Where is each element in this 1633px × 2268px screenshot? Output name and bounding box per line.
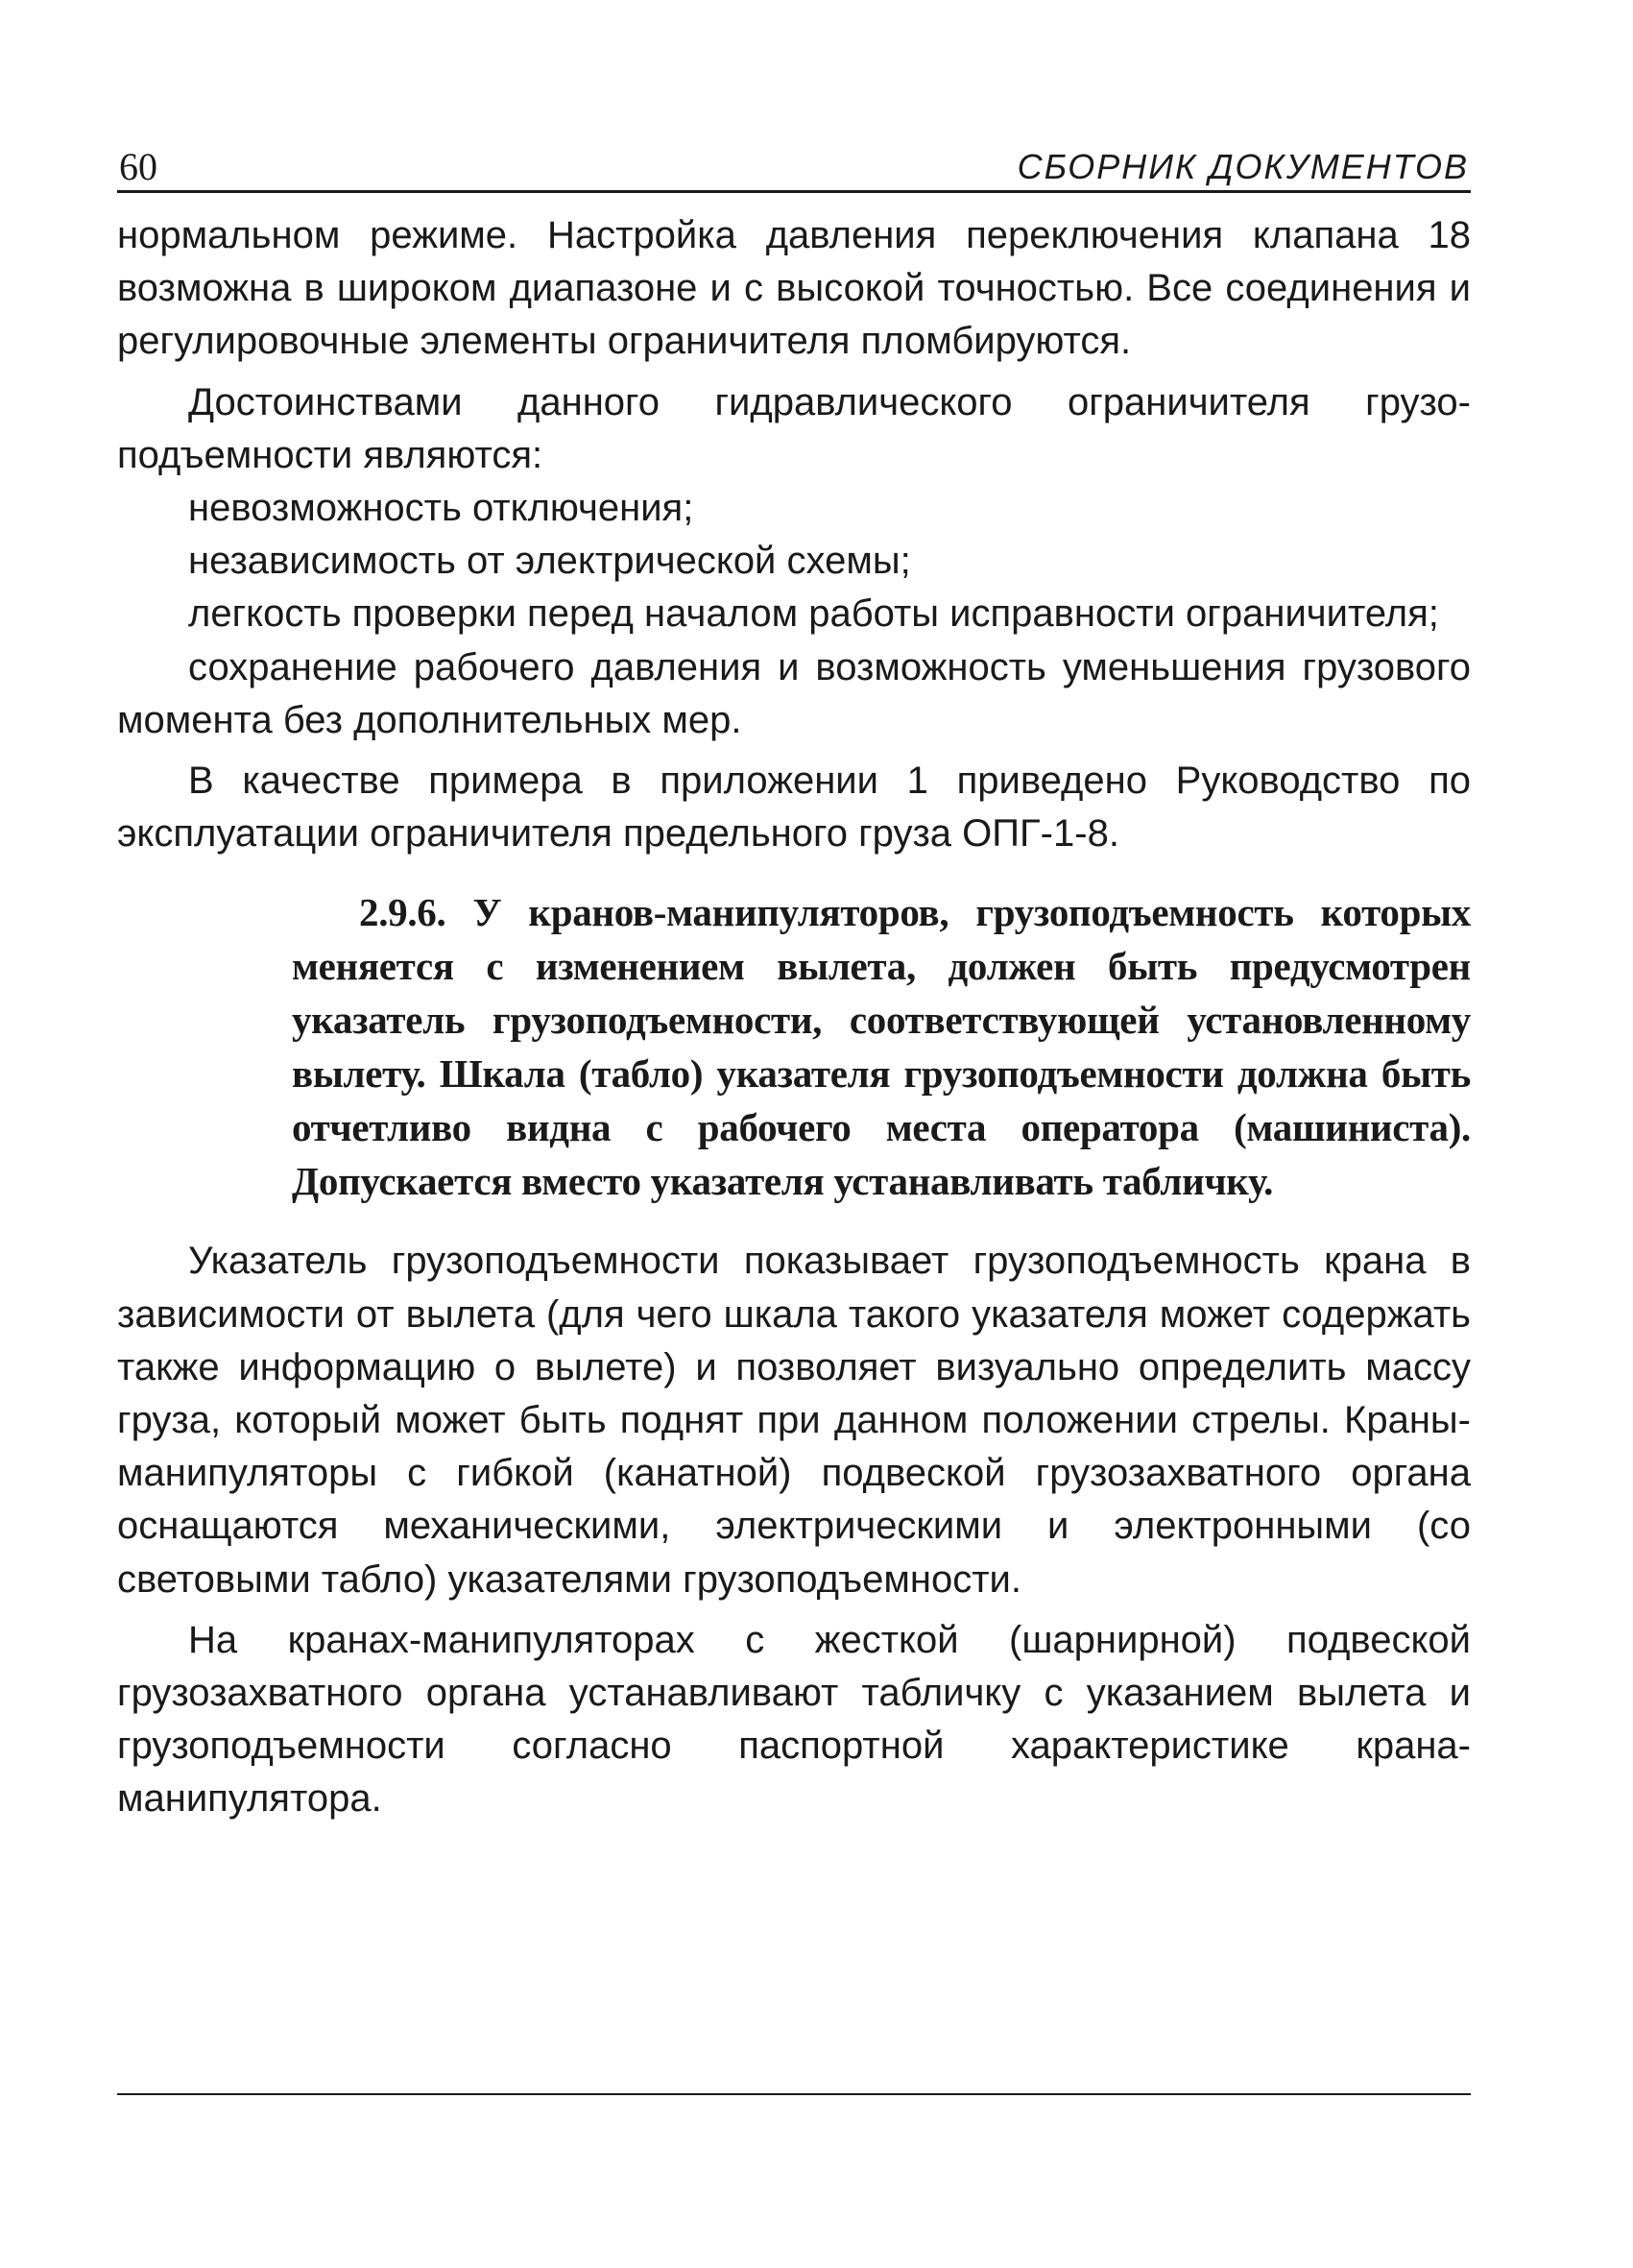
- paragraph-advantages-intro: Достоинствами данного гидравлического ограничителя грузоподъемности являются:: [117, 380, 1471, 476]
- paragraph-rigid-suspension: На кранах-манипуляторах с жесткой (шарнирной) подвеской грузозахватного органа устанавливают табличку с указанием вылета и грузоподъемности согласно паспортной характеристике крана-манипулятора.: [117, 1618, 1471, 1821]
- clause-2-9-6: 2.9.6. У кранов-манипуляторов, грузоподъемность которых меняется с изменением вылета, должен быть предусмотрен указатель грузоподъемности, соответствующей установленному вылету. Шкала (табло) указателя грузоподъемности должна быть отчетливо видна с рабочего места оператора (машиниста). Допускается вместо указателя устанавливать табличку.: [292, 890, 1471, 1204]
- page-number: 60: [119, 145, 157, 188]
- paragraph-indicator-description: Указатель грузоподъемности показывает грузоподъемность крана в зависимости от вылета (для чего шкала такого указателя может содержать также информацию о вылете) и позволяет визуально определить массу груза, который может быть поднят при данном положении стрелы. Краны-манипуляторы с гибкой (канатной) подвеской грузозахватного органа оснащаются механическими, электрическими и электронными (со световыми табло) указателями грузоподъемности.: [117, 1240, 1471, 1601]
- list-item: сохранение рабочего давления и возможность уменьшения грузового момента без дополнительных мер.: [117, 645, 1471, 741]
- paragraph-example: В качестве примера в приложении 1 приведено Руководство по эксплуатации ограничителя предельного груза ОПГ-1-8.: [117, 760, 1471, 856]
- page-body: [117, 209, 1471, 1826]
- paragraph-continuation: нормальном режиме. Настройка давления переключения клапана 18 возможна в широком диапазоне и с высокой точностью. Все соединения и регулировочные элементы ограничителя пломбируются.: [117, 214, 1471, 363]
- running-title: СБОРНИК ДОКУМЕНТОВ: [1017, 147, 1469, 186]
- list-item: легкость проверки перед началом работы исправности ограничителя;: [188, 592, 1439, 636]
- page-header: [117, 144, 1471, 193]
- list-item: невозможность отключения;: [188, 487, 694, 530]
- bottom-rule: [117, 2093, 1471, 2095]
- list-item: независимость от электрической схемы;: [188, 540, 911, 583]
